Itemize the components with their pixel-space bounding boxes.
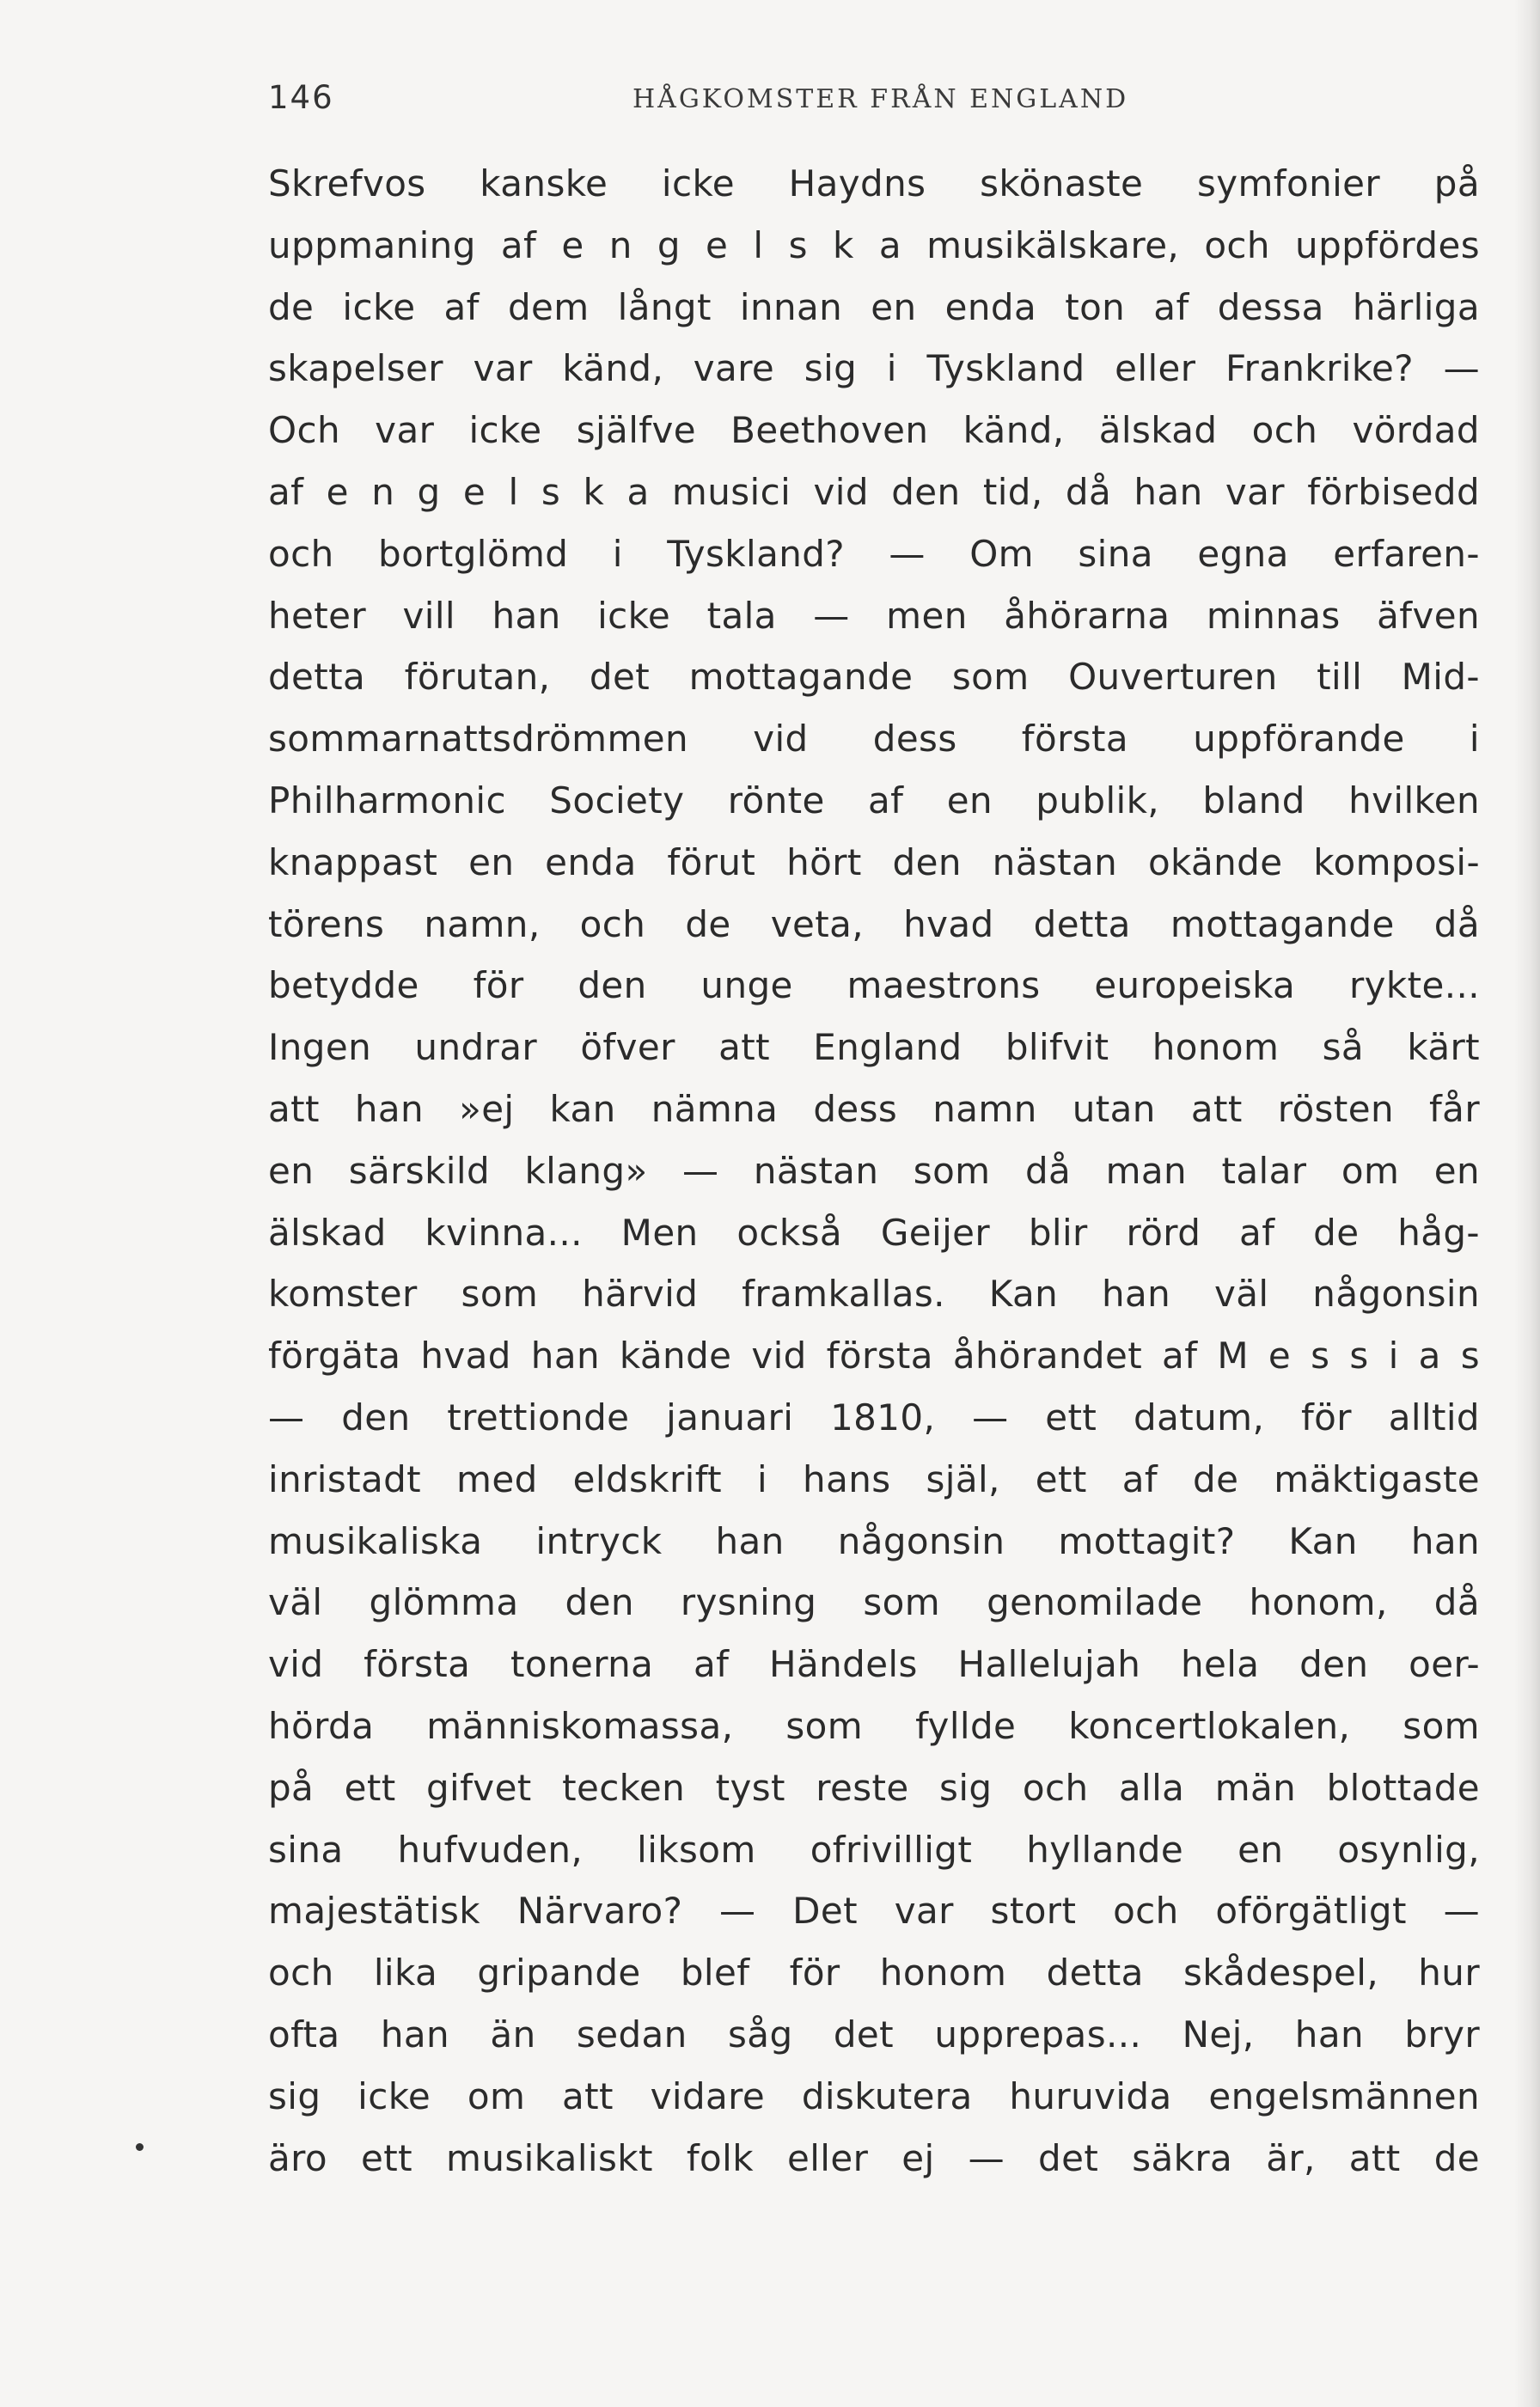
page-number: 146 [268, 79, 334, 116]
text-line: komster som härvid framkallas. Kan han väl någonsin [268, 1273, 1480, 1316]
text-line: vid första tonerna af Händels Hallelujah hela den oer- [268, 1643, 1480, 1686]
text-line: uppmaning af e n g e l s k a musikälskare, och uppfördes [268, 223, 1480, 266]
text-line: knappast en enda förut hört den nästan okände komposi- [268, 840, 1480, 883]
text-line: sommarnattsdrömmen vid dess första uppförande i [268, 718, 1480, 761]
text-line: och lika gripande blef för honom detta skådespel, hur [268, 1952, 1480, 1995]
text-line: Skrefvos kanske icke Haydns skönaste symfonier på [268, 162, 1480, 205]
text-line: de icke af dem långt innan en enda ton af dessa härliga [268, 285, 1480, 328]
text-line: majestätisk Närvaro? — Det var stort och oförgätligt — [268, 1890, 1480, 1933]
text-line: sig icke om att vidare diskutera huruvida engelsmännen [268, 2074, 1480, 2117]
text-line: Ingen undrar öfver att England blifvit honom så kärt [268, 1026, 1480, 1069]
body-text [268, 153, 1480, 2189]
text-line: sina hufvuden, liksom ofrivilligt hyllande en osynlig, [268, 1828, 1480, 1871]
text-line: förgäta hvad han kände vid första åhörandet af M e s s i a s [268, 1335, 1480, 1378]
text-line: och bortglömd i Tyskland? — Om sina egna erfaren- [268, 532, 1480, 575]
text-line: hörda människomassa, som fyllde koncertlokalen, som [268, 1704, 1480, 1747]
text-line: törens namn, och de veta, hvad detta mottagande då [268, 902, 1480, 945]
text-line: älskad kvinna... Men också Geijer blir rörd af de håg- [268, 1211, 1480, 1254]
text-line: ofta han än sedan såg det upprepas... Nej, han bryr [268, 2013, 1480, 2056]
text-line: Och var icke själfve Beethoven känd, älskad och vördad [268, 409, 1480, 452]
text-line: — den trettionde januari 1810, — ett datum, för alltid [268, 1396, 1480, 1439]
text-line: betydde för den unge maestrons europeiska rykte... [268, 964, 1480, 1007]
text-line: att han »ej kan nämna dess namn utan att rösten får [268, 1087, 1480, 1130]
text-line: skapelser var känd, vare sig i Tyskland eller Frankrike? — [268, 347, 1480, 390]
text-line: en särskild klang» — nästan som då man talar om en [268, 1149, 1480, 1192]
text-line: på ett gifvet tecken tyst reste sig och alla män blottade [268, 1766, 1480, 1809]
text-line: Philharmonic Society rönte af en publik, bland hvilken [268, 779, 1480, 822]
text-line: af e n g e l s k a musici vid den tid, då han var förbisedd [268, 470, 1480, 513]
text-line: musikaliska intryck han någonsin mottagit? Kan han [268, 1519, 1480, 1562]
text-line: inristadt med eldskrift i hans själ, ett af de mäktigaste [268, 1457, 1480, 1500]
text-line: heter vill han icke tala — men åhörarna minnas äfven [268, 594, 1480, 637]
page-edge-shadow [1514, 0, 1540, 2407]
page-header [268, 79, 1480, 131]
margin-dot [136, 2143, 144, 2151]
text-line: väl glömma den rysning som genomilade honom, då [268, 1581, 1480, 1624]
text-line: detta förutan, det mottagande som Ouverturen till Mid- [268, 656, 1480, 699]
text-line: äro ett musikaliskt folk eller ej — det säkra är, att de [268, 2136, 1480, 2179]
running-title: HÅGKOMSTER FRÅN ENGLAND [632, 84, 1129, 114]
